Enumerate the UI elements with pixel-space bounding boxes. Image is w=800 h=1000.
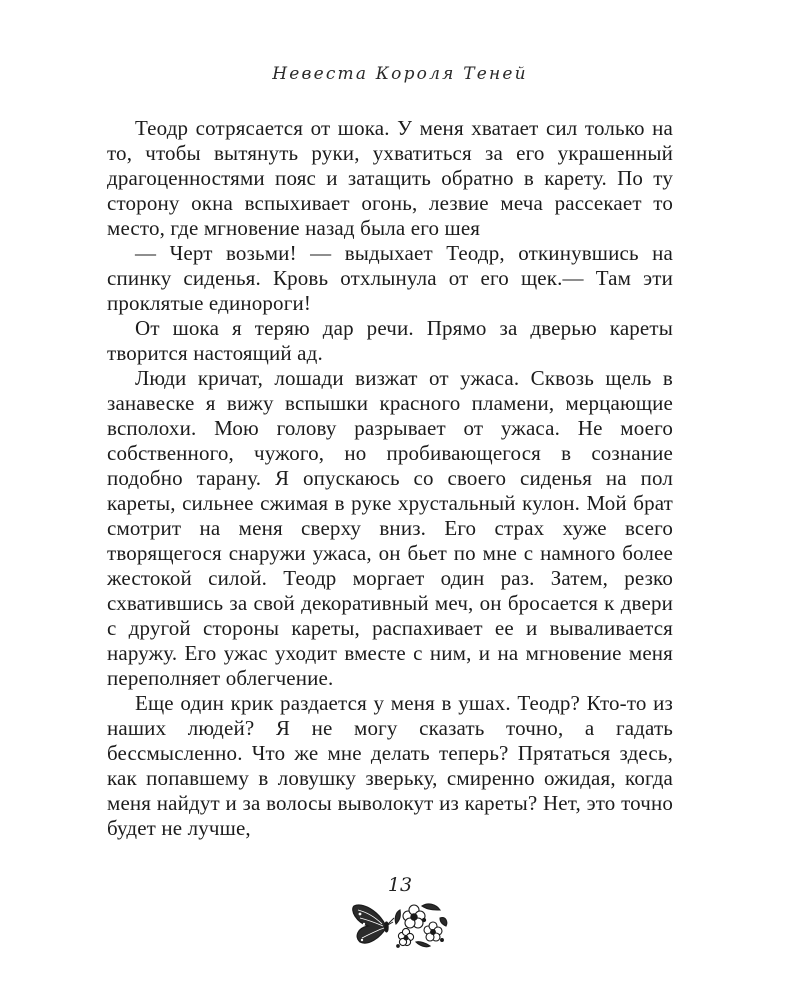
butterfly-flowers-icon (348, 896, 452, 952)
paragraph: Люди кричат, лошади визжат от ужаса. Сквозь щель в занавеске я вижу вспышки красного пламени, мерцающие всполохи. Мою голову разрывает от ужаса. Не моего собственного, чужого, но пробивающегося в сознание подобно тарану. Я опускаюсь со своего сиденья на пол кареты, сильнее сжимая в руке хрустальный кулон. Мой брат смотрит на меня сверху вниз. Его страх хуже всего творящегося снаружи ужаса, он бьет по мне с намного более жестокой силой. Теодр моргает один раз. Затем, резко схватившись за свой декоративный меч, он бросается к двери с другой стороны кареты, распахивает ее и вываливается наружу. Его ужас уходит вместе с ним, и на мгновение меня переполняет облегчение. (107, 366, 673, 690)
paragraph: Еще один крик раздается у меня в ушах. Теодр? Кто-то из наших людей? Я не могу сказать точно, а гадать бессмысленно. Что же мне делать теперь? Прятаться здесь, как попавшему в ловушку зверьку, смиренно ожидая, когда меня найдут и за волосы выволокут из кареты? Нет, это точно будет не лучше, (107, 691, 673, 840)
paragraph: — Черт возьми! — выдыхает Теодр, откинувшись на спинку сиденья. Кровь отхлынула от его щек.— Там эти проклятые единороги! (107, 241, 673, 315)
butterfly-icon (353, 905, 394, 943)
page-number: 13 (387, 874, 413, 896)
running-title: Невеста Короля Теней (272, 64, 528, 84)
paragraph: От шока я теряю дар речи. Прямо за дверью кареты творится настоящий ад. (107, 316, 673, 365)
paragraph: Теодр сотрясается от шока. У меня хватает сил только на то, чтобы вытянуть руки, ухватиться за его украшенный драгоценностями пояс и затащить обратно в карету. По ту сторону окна вспыхивает огонь, лезвие меча рассекает то место, где мгновение назад была его шея (107, 116, 673, 240)
flowers-icon (395, 904, 447, 947)
body-text (107, 116, 673, 841)
